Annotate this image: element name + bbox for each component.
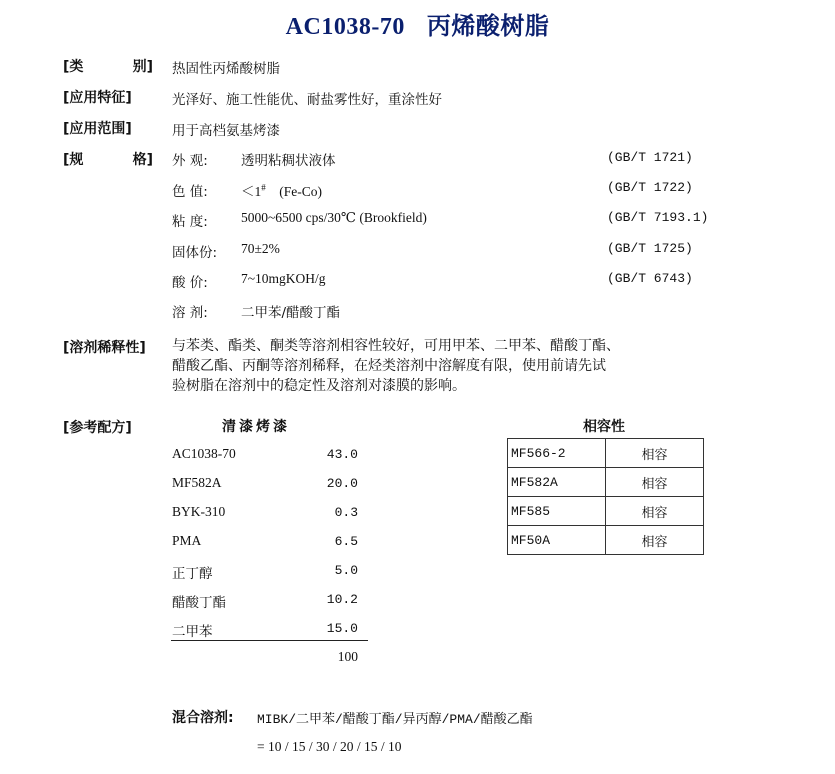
compat-result: 相容 [606,497,704,526]
spec-acid-name: 酸 价: [172,275,208,291]
product-code: AC1038-70 [285,14,405,40]
compat-resin: MF50A [508,526,606,555]
formula-item-name: 醋酸丁酯 [172,595,226,611]
spec-solids-std: (GB/T 1725) [607,241,693,256]
dilution-line: 验树脂在溶剂中的稳定性及溶剂对漆膜的影响。 [172,378,466,394]
scope-label: [应用范围] [63,121,132,137]
product-name: 丙烯酸树脂 [426,14,550,40]
scope-value: 用于高档氨基烤漆 [172,123,280,139]
spec-viscosity-name: 粘 度: [172,214,208,230]
spec-viscosity-std: (GB/T 7193.1) [607,210,709,225]
features-label: [应用特征] [63,90,132,106]
formula-item-name: BYK-310 [172,504,226,519]
formula-item-name: 二甲苯 [172,624,213,640]
dilution-line: 与苯类、酯类、酮类等溶剂相容性较好，可用甲苯、二甲苯、醋酸丁酯、 [172,338,620,354]
specs-label: [规 格] [63,152,153,168]
spec-solvent-name: 溶 剂: [172,305,208,321]
category-value: 热固性丙烯酸树脂 [172,61,280,77]
compat-resin: MF582A [508,468,606,497]
formula-item-amount: 6.5 [334,534,358,549]
mixed-solvent-value: MIBK/二甲苯/醋酸丁酯/异丙醇/PMA/醋酸乙酯 [257,712,533,727]
dilution-text [172,336,712,396]
formula-item-name: 正丁醇 [172,566,213,582]
formula-total-rule [171,640,368,641]
formula-item-amount: 43.0 [326,447,358,462]
formula-item-name: MF582A [172,475,222,490]
formula-item-name: AC1038-70 [172,446,236,461]
dilution-line: 醋酸乙酯、丙酮等溶剂稀释，在烃类溶剂中溶解度有限，使用前请先试 [172,358,606,374]
page-title [0,6,835,41]
table-row [508,497,704,526]
dilution-label: [溶剂稀释性] [63,340,146,356]
spec-solids-value: 70±2% [241,241,280,256]
spec-acid-std: (GB/T 6743) [607,271,693,286]
category-label: [类 别] [63,59,153,75]
formula-label: [参考配方] [63,420,132,436]
spec-solvent-value: 二甲苯/醋酸丁酯 [241,305,341,321]
spec-solids-name: 固体份: [172,245,218,261]
spec-acid-value: 7~10mgKOH/g [241,271,326,286]
features-value: 光泽好、施工性能优、耐盐雾性好，重涂性好 [172,92,442,108]
formula-item-amount: 15.0 [326,621,358,636]
spec-color-value: ＜1# (Fe-Co) [241,182,322,199]
compat-heading: 相容性 [583,419,625,435]
table-row [508,468,704,497]
spec-color-name: 色 值: [172,184,208,200]
spec-color-std: (GB/T 1722) [607,180,693,195]
formula-heading: 清漆烤漆 [222,419,290,435]
table-row [508,439,704,468]
compat-result: 相容 [606,468,704,497]
table-row [508,526,704,555]
mixed-solvent-ratio: = 10 / 15 / 30 / 20 / 15 / 10 [257,739,402,754]
mixed-solvent-label: 混合溶剂: [172,710,234,726]
spec-appearance-name: 外 观: [172,153,208,169]
compat-result: 相容 [606,526,704,555]
spec-appearance-std: (GB/T 1721) [607,150,693,165]
spec-appearance-value: 透明粘稠状液体 [241,153,336,169]
spec-viscosity-value: 5000~6500 cps/30℃ (Brookfield) [241,210,427,225]
compat-table [507,438,704,555]
formula-item-amount: 10.2 [326,592,358,607]
formula-item-name: PMA [172,533,202,548]
formula-item-amount: 5.0 [334,563,358,578]
formula-total: 100 [337,649,358,664]
formula-item-amount: 20.0 [326,476,358,491]
compat-resin: MF585 [508,497,606,526]
compat-resin: MF566-2 [508,439,606,468]
formula-item-amount: 0.3 [334,505,358,520]
compat-result: 相容 [606,439,704,468]
